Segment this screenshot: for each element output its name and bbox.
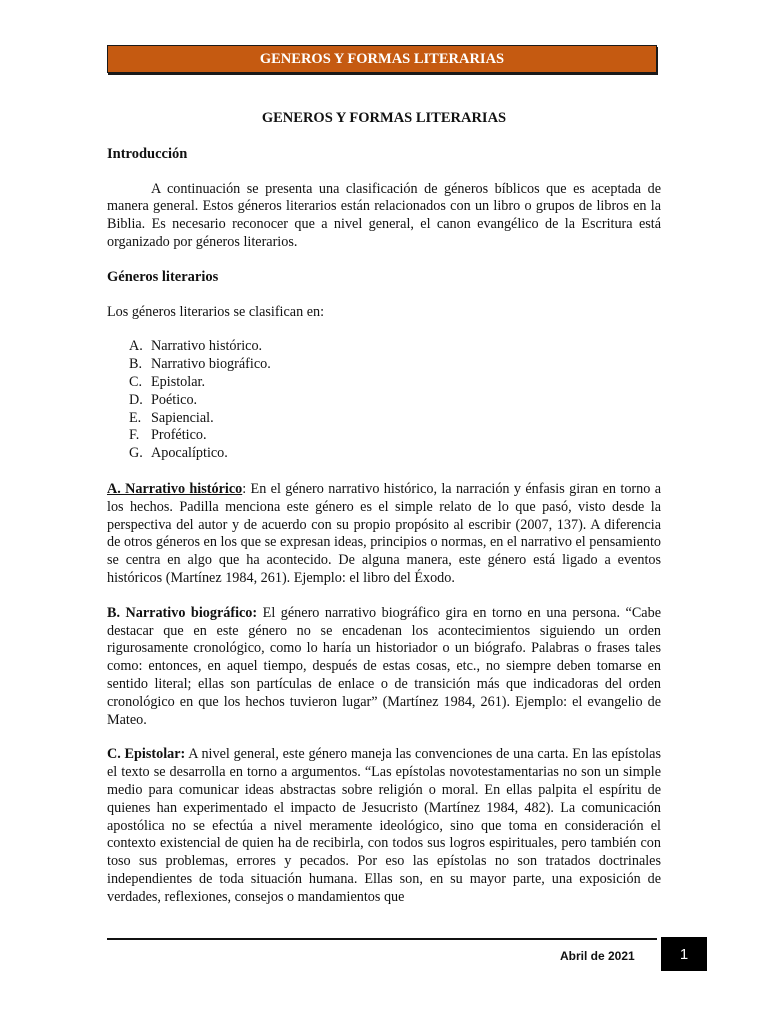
- header-title-band: [107, 45, 657, 73]
- page-number: 1: [679, 945, 689, 963]
- list-item-label: Sapiencial.: [151, 409, 214, 426]
- list-item-label: Profético.: [151, 427, 207, 444]
- section-a-body: : En el género narrativo histórico, la narración y énfasis giran en torno a los hechos. Padilla menciona este género es el simple relato de lo que pasó, visto desde la perspectiva del autor y de acuerdo con su propio propósito al escribir (2007, 137). A diferencia de otros géneros en los que se expresan ideas, principios o normas, en el narrativo el pensamiento se centra en algo que ha acontecido. De alguna manera, este género está ligado a eventos históricos (Martínez 1984, 261). Ejemplo: el libro del Éxodo.: [107, 480, 661, 586]
- list-item-label: Narrativo biográfico.: [151, 356, 271, 373]
- section-a-term: A. Narrativo histórico: [107, 480, 243, 497]
- intro-paragraph: A continuación se presenta una clasificación de géneros bíblicos que es aceptada de manera general. Estos géneros literarios están relacionados con un libro o grupos de libros en la Biblia. Es necesario reconocer que a nivel general, el canon evangélico de la Escritura está organizado por géneros literarios.: [107, 180, 661, 250]
- section-c-body: A nivel general, este género maneja las convenciones de una carta. En las epístolas el texto se desarrolla en torno a argumentos. “Las epístolas novotestamentarias no son un simple medio para comunicar ideas abstractas sobre religión o moral. En ellas palpita el espíritu de quienes han experimentado el impacto de Jesucristo (Martínez 1984, 482). La comunicación apostólica no se efectúa a nivel meramente ideológico, sino que toma en consideración el contexto existencial de quien ha de recibirla, con todos sus logros espirituales, pero también con toso sus problemas, errores y pecados. Por eso las epístolas no son tratados doctrinales independientes de toda situación humana. Ellas son, en su mayor parte, una exposición de verdades, reflexiones, consejos o mandamientos que: [107, 746, 661, 905]
- list-item-letter: C.: [129, 373, 143, 390]
- list-item: [107, 392, 661, 410]
- list-item: [107, 374, 661, 392]
- list-item: [107, 338, 661, 356]
- list-item-letter: A.: [129, 338, 143, 355]
- list-item: [107, 427, 661, 445]
- list-item-label: Narrativo histórico.: [151, 338, 263, 355]
- section-b-term: B. Narrativo biográfico:: [107, 604, 258, 621]
- section-c-term: C. Epistolar:: [107, 746, 186, 763]
- section-narrativo-biografico: [107, 605, 661, 730]
- list-item: [107, 410, 661, 428]
- list-item-letter: D.: [129, 391, 143, 408]
- footer-rule: [107, 938, 657, 940]
- genres-heading: Géneros literarios: [107, 268, 219, 285]
- genres-lead: Los géneros literarios se clasifican en:: [107, 303, 325, 320]
- list-item-label: Poético.: [151, 391, 198, 408]
- list-item-label: Apocalíptico.: [151, 445, 228, 462]
- section-narrativo-historico: [107, 481, 661, 588]
- page-number-box: [661, 937, 707, 971]
- section-epistolar: [107, 746, 661, 906]
- document-title: GENEROS Y FORMAS LITERARIAS: [261, 110, 507, 126]
- list-item: [107, 445, 661, 463]
- list-item-letter: F.: [129, 427, 140, 444]
- list-item-letter: B.: [129, 356, 143, 373]
- document-body: [107, 110, 661, 923]
- list-item: [107, 356, 661, 374]
- intro-heading: Introducción: [107, 145, 188, 162]
- list-item-letter: G.: [129, 445, 143, 462]
- list-item-label: Epistolar.: [151, 373, 205, 390]
- section-b-body: El género narrativo biográfico gira en torno en una persona. “Cabe destacar que en este género no se encadenan los acontecimientos siguiendo un orden rigurosamente cronológico, como lo haría un historiador o un biógrafo. Palabras o frases tales como: entonces, en aquel tiempo, después de estas cosas, etc., no siempre deben tomarse en sentido literal; ellas son partículas de enlace o de transición más que indicadoras del orden cronológico en que los hechos tuvieron lugar” (Martínez 1984, 261). Ejemplo: el evangelio de Mateo.: [107, 604, 661, 728]
- header-band-title: GENEROS Y FORMAS LITERARIAS: [259, 50, 505, 67]
- genres-list: [107, 338, 661, 463]
- footer-date: Abril de 2021: [560, 949, 635, 963]
- list-item-letter: E.: [129, 409, 142, 426]
